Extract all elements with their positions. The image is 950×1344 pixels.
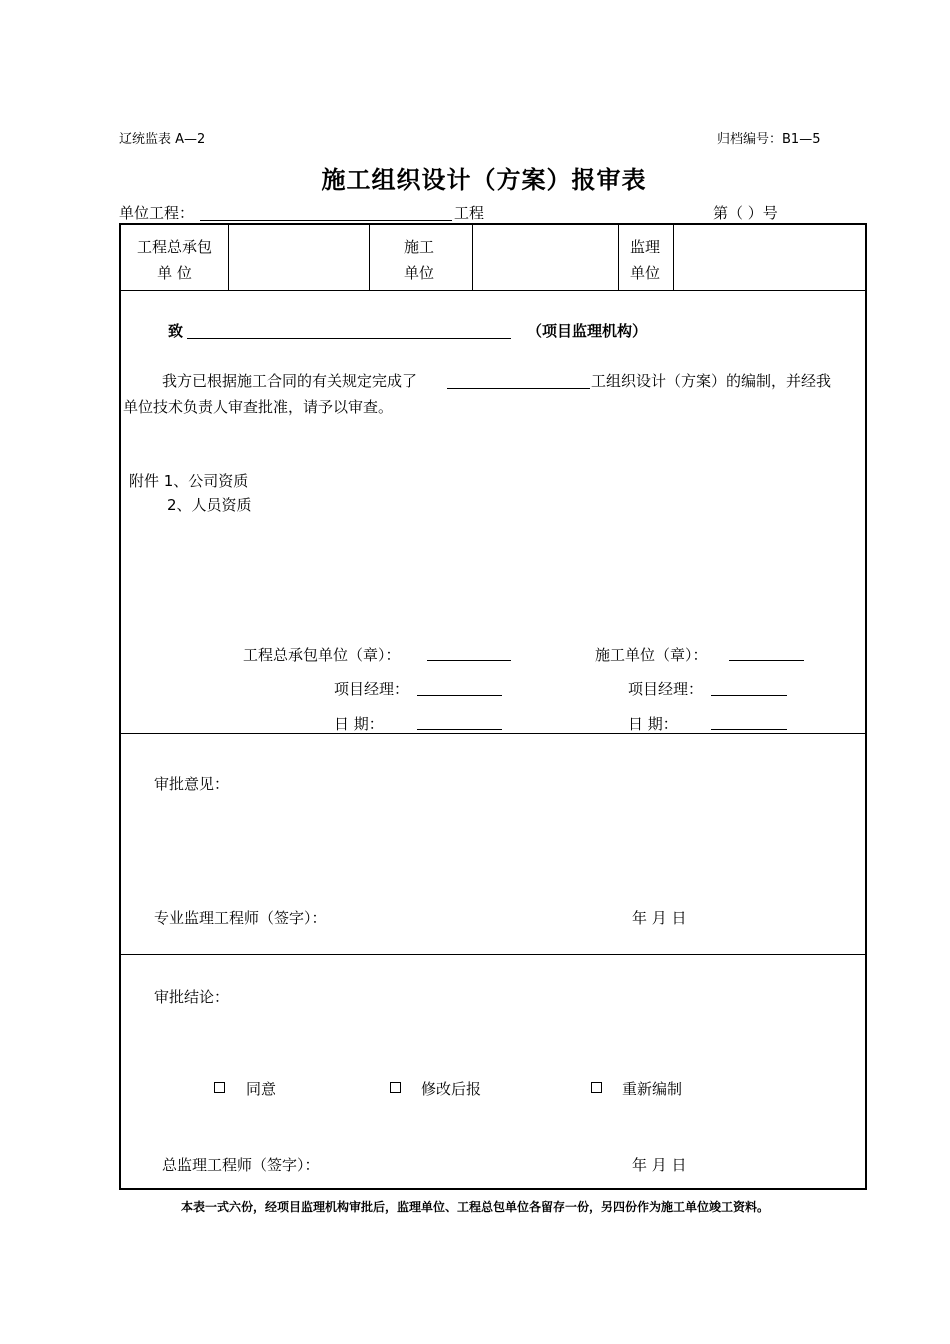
divider-application <box>119 733 867 734</box>
contractor-label-line2: 单 位 <box>157 264 192 282</box>
to-label: 致 <box>168 322 184 340</box>
agree-option-label: 同意 <box>246 1080 277 1098</box>
pm-right-underline[interactable] <box>711 695 787 696</box>
divider-review <box>119 954 867 955</box>
construction-label-line2: 单位 <box>404 264 435 282</box>
construction-label-line1: 施工 <box>404 238 435 256</box>
revise-option-label: 修改后报 <box>421 1080 482 1098</box>
date-left-label: 日 期： <box>334 715 384 733</box>
review-date: 年 月 日 <box>632 909 687 927</box>
col-divider-2 <box>369 223 370 291</box>
col-divider-4 <box>618 223 619 291</box>
form-table <box>119 223 867 1190</box>
date-left-underline[interactable] <box>417 729 502 730</box>
col-divider-1 <box>228 223 229 291</box>
body-underline[interactable] <box>447 388 590 389</box>
body-line1-post: 工组织设计（方案）的编制，并经我 <box>591 372 832 390</box>
form-code: 辽统监表 A—2 <box>119 132 206 147</box>
engineer-sign-label: 专业监理工程师（签字）： <box>154 909 327 927</box>
body-line1-pre: 我方已根据施工合同的有关规定完成了 <box>162 372 418 390</box>
redraft-option-label: 重新编制 <box>622 1080 683 1098</box>
supervision-label-line2: 单位 <box>630 264 661 282</box>
construction-seal-label: 施工单位（章）： <box>595 646 708 664</box>
body-line2: 单位技术负责人审查批准，请予以审查。 <box>123 398 394 416</box>
unit-project-underline[interactable] <box>200 220 452 221</box>
contractor-label-line1: 工程总承包 <box>136 238 212 256</box>
footer-note: 本表一式六份，经项目监理机构审批后，监理单位、工程总包单位各留存一份，另四份作为施工单位竣工资料。 <box>180 1200 769 1214</box>
col-divider-3 <box>472 223 473 291</box>
pm-left-label: 项目经理： <box>334 680 410 698</box>
col-divider-5 <box>673 223 674 291</box>
chief-sign-label: 总监理工程师（签字）： <box>162 1156 320 1174</box>
redraft-checkbox[interactable] <box>591 1082 602 1093</box>
page-title: 施工组织设计（方案）报审表 <box>321 166 647 194</box>
pm-right-label: 项目经理： <box>628 680 704 698</box>
archive-number: 归档编号：B1—5 <box>717 132 821 147</box>
contractor-seal-label: 工程总承包单位（章）： <box>243 646 401 664</box>
attachment-2: 2、人员资质 <box>167 496 252 514</box>
attachment-1: 附件 1、公司资质 <box>129 472 249 490</box>
revise-checkbox[interactable] <box>390 1082 401 1093</box>
agree-checkbox[interactable] <box>214 1082 225 1093</box>
construction-seal-underline[interactable] <box>729 660 804 661</box>
conclusion-label: 审批结论： <box>154 988 230 1006</box>
date-right-label: 日 期： <box>628 715 678 733</box>
to-suffix: （项目监理机构） <box>527 322 648 340</box>
pm-left-underline[interactable] <box>417 695 502 696</box>
form-number: 第（ ）号 <box>713 204 778 222</box>
unit-project-label: 单位工程： <box>119 204 195 222</box>
project-suffix: 工程 <box>454 204 485 222</box>
contractor-seal-underline[interactable] <box>427 660 511 661</box>
date-right-underline[interactable] <box>711 729 787 730</box>
supervision-label-line1: 监理 <box>630 238 661 256</box>
divider-top-row <box>119 290 867 291</box>
to-underline[interactable] <box>187 338 511 339</box>
review-opinion-label: 审批意见： <box>154 775 230 793</box>
conclusion-date: 年 月 日 <box>632 1156 687 1174</box>
